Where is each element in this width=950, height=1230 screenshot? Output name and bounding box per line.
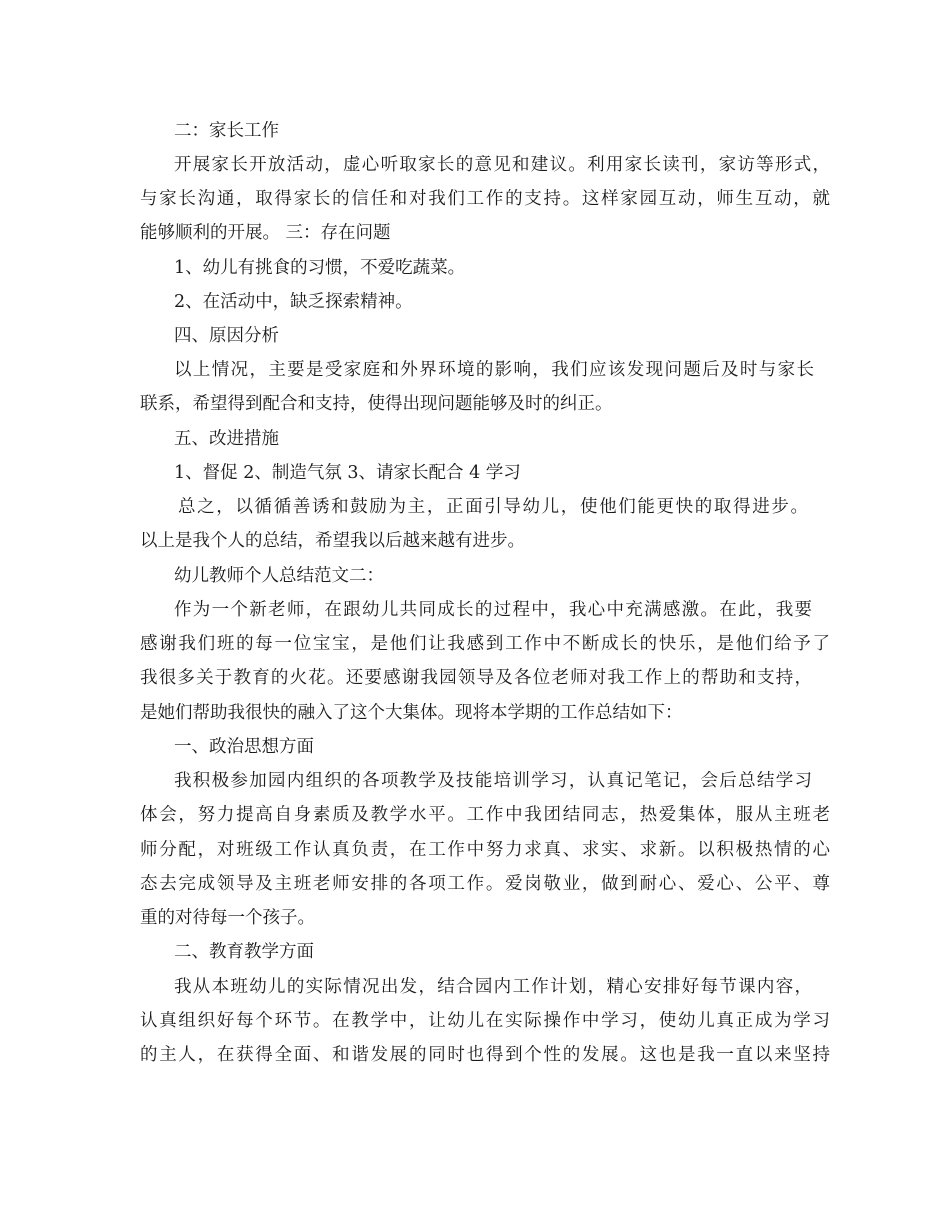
list-item: 1、幼儿有挑食的习惯，不爱吃蔬菜。 <box>174 258 466 278</box>
paragraph-line: 联系，希望得到配合和支持，使得出现问题能够及时的纠正。 <box>140 394 613 414</box>
paragraph-line: 能够顺利的开展。 三：存在问题 <box>140 223 391 243</box>
paragraph-line: 师分配，对班级工作认真负责，在工作中努力求真、求实、求新。以积极热情的心 <box>140 840 830 860</box>
heading-cause-analysis: 四、原因分析 <box>174 326 279 346</box>
paragraph-line: 开展家长开放活动，虚心听取家长的意见和建议。利用家长读刊，家访等形式， <box>174 155 830 175</box>
paragraph-line: 与家长沟通，取得家长的信任和对我们工作的支持。这样家园互动，师生互动，就 <box>140 189 830 209</box>
list-item: 2、在活动中，缺乏探索精神。 <box>174 292 413 312</box>
paragraph-line: 是她们帮助我很快的融入了这个大集体。现将本学期的工作总结如下： <box>140 703 683 723</box>
paragraph-line: 的主人，在获得全面、和谐发展的同时也得到个性的发展。这也是我一直以来坚持 <box>140 1045 830 1065</box>
paragraph-line: 以上是我个人的总结，希望我以后越来越有进步。 <box>140 531 525 551</box>
heading-political: 一、政治思想方面 <box>174 737 314 757</box>
paragraph-line: 重的对待每一个孩子。 <box>140 908 315 928</box>
paragraph-line: 态去完成领导及主班老师安排的各项工作。爱岗敬业，做到耐心、爱心、公平、尊 <box>140 874 830 894</box>
paragraph-line: 体会，努力提高自身素质及教学水平。工作中我团结同志，热爱集体，服从主班老 <box>140 805 830 825</box>
heading-teaching: 二、教育教学方面 <box>174 942 314 962</box>
paragraph-line: 我积极参加园内组织的各项教学及技能培训学习，认真记笔记，会后总结学习 <box>174 771 812 791</box>
paragraph-line: 作为一个新老师，在跟幼儿共同成长的过程中，我心中充满感激。在此，我要 <box>174 600 812 620</box>
section-title: 幼儿教师个人总结范文二： <box>174 566 384 586</box>
heading-improvement: 五、改进措施 <box>174 429 279 449</box>
paragraph-line: 我很多关于教育的火花。还要感谢我园领导及各位老师对我工作上的帮助和支持， <box>140 668 812 688</box>
paragraph-line: 总之，以循循善诱和鼓励为主，正面引导幼儿，使他们能更快的取得进步。 <box>178 497 808 517</box>
list-item: 1、督促 2、制造气氛 3、请家长配合 4 学习 <box>174 463 521 483</box>
heading-parent-work: 二：家长工作 <box>174 121 279 141</box>
paragraph-line: 感谢我们班的每一位宝宝，是他们让我感到工作中不断成长的快乐，是他们给予了 <box>140 634 830 654</box>
paragraph-line: 以上情况，主要是受家庭和外界环境的影响，我们应该发现问题后及时与家长 <box>174 360 814 380</box>
paragraph-line: 认真组织好每个环节。在教学中，让幼儿在实际操作中学习，使幼儿真正成为学习 <box>140 1011 830 1031</box>
paragraph-line: 我从本班幼儿的实际情况出发，结合园内工作计划，精心安排好每节课内容， <box>174 977 812 997</box>
